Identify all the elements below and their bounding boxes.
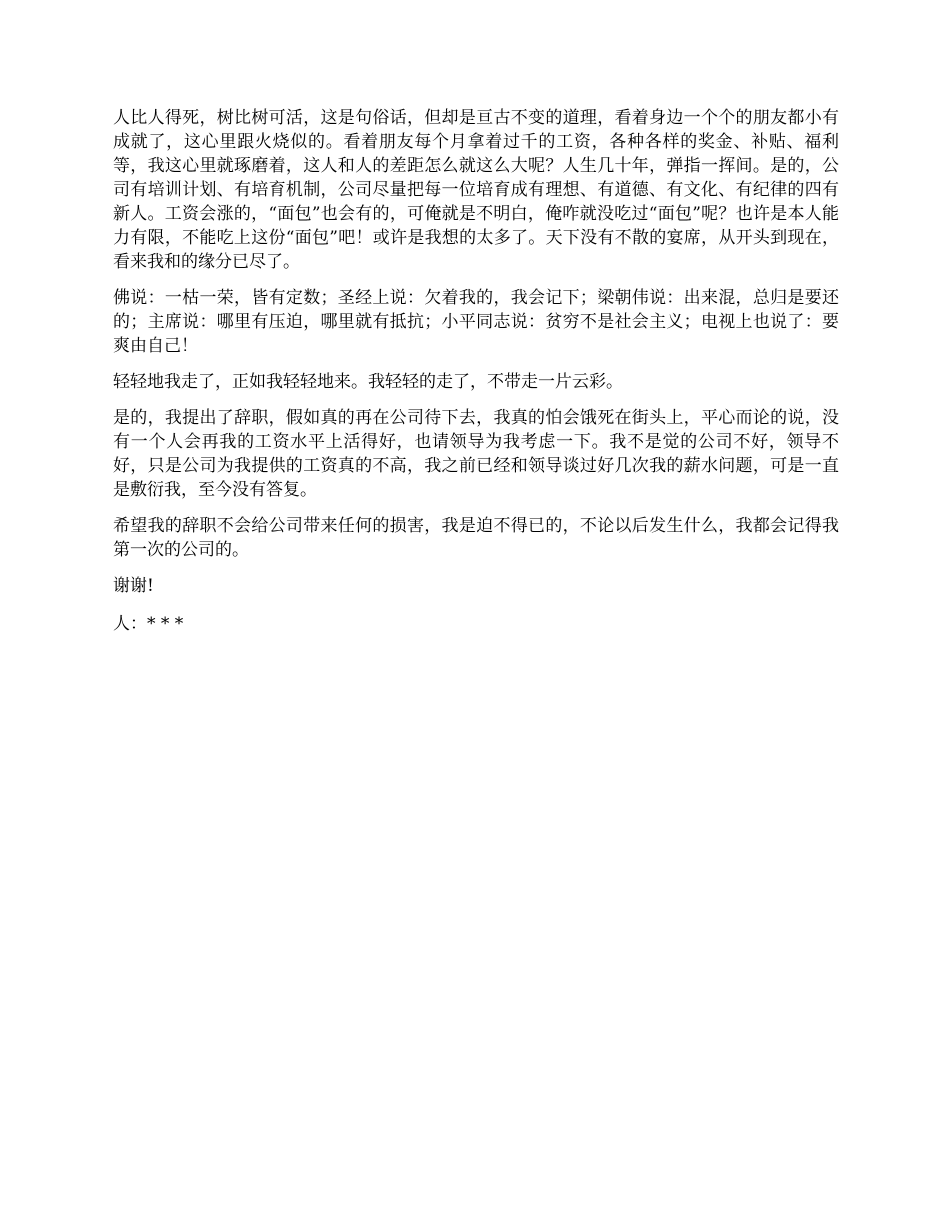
document-body [113,106,839,648]
paragraph-quotes: 佛说：一枯一荣，皆有定数；圣经上说：欠着我的，我会记下；梁朝伟说：出来混，总归是要还的；主席说：哪里有压迫，哪里就有抵抗；小平同志说：贫穷不是社会主义；电视上也说了：要爽由自己！ [113,288,839,356]
paragraph-farewell-poem: 轻轻地我走了，正如我轻轻地来。我轻轻的走了，不带走一片云彩。 [113,372,623,392]
paragraph-comparison: 人比人得死，树比树可活，这是句俗话，但却是亘古不变的道理，看着身边一个个的朋友都小有成就了，这心里跟火烧似的。看着朋友每个月拿着过千的工资，各种各样的奖金、补贴、福利等，我这心里就琢磨着，这人和人的差距怎么就这么大呢？人生几十年，弹指一挥间。是的，公司有培训计划、有培育机制，公司尽量把每一位培育成有理想、有道德、有文化、有纪律的四有新人。工资会涨的，“面包”也会有的，可俺就是不明白，俺咋就没吃过“面包”呢？也许是本人能力有限，不能吃上这份“面包”吧！或许是我想的太多了。天下没有不散的宴席，从开头到现在，看来我和的缘分已尽了。 [113,108,839,272]
paragraph-resignation: 是的，我提出了辞职，假如真的再在公司待下去，我真的怕会饿死在街头上，平心而论的说，没有一个人会再我的工资水平上活得好，也请领导为我考虑一下。我不是觉的公司不好，领导不好，只是公司为我提供的工资真的不高，我之前已经和领导谈过好几次我的薪水问题，可是一直是敷衍我，至今没有答复。 [113,408,839,500]
paragraph-hope: 希望我的辞职不会给公司带来任何的损害，我是迫不得已的，不论以后发生什么，我都会记得我第一次的公司的。 [113,516,839,560]
paragraph-thanks: 谢谢! [113,576,154,596]
signature-line: 人：* * * [113,614,184,634]
